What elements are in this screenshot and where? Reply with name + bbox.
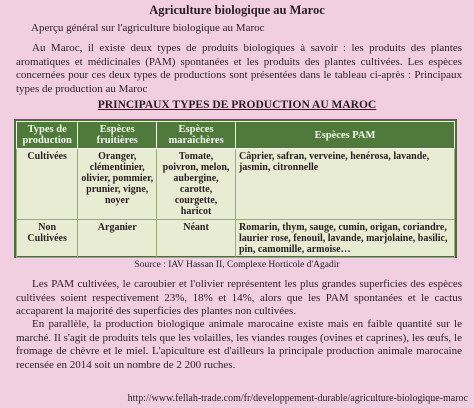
- table-source: Source : IAV Hassan II, Complexe Horticole d'Agadir: [134, 260, 340, 270]
- header-pam: Espèces PAM: [235, 122, 454, 149]
- subtitle: Aperçu général sur l'agriculture biologique au Maroc: [31, 22, 265, 34]
- header-veg: Espèces maraîchères: [157, 122, 236, 149]
- table-row: [17, 149, 455, 220]
- table-title: PRINCIPAUX TYPES DE PRODUCTION AU MAROC: [97, 99, 377, 111]
- cell-fruit: Arganier: [78, 220, 157, 258]
- intro-paragraph: Au Maroc, il existe deux types de produits biologiques à savoir : les produits des plantes aromatiques et médicinales (PAM) spontanées et les produits des plantes cultivées. Les espèces concernées pour ces deux types de productions sont présentées dans le tableau ci-après : Principaux types de production au Maroc: [16, 42, 462, 95]
- cell-type: Cultivées: [17, 149, 78, 220]
- cell-veg: Tomate, poivron, melon, aubergine, carotte, courgette, haricot: [157, 149, 236, 220]
- table-row: [17, 220, 455, 258]
- page-title: Agriculture biologique au Maroc: [149, 3, 325, 17]
- paragraph-3: En parallèle, la production biologique animale marocaine existe mais en faible quantité sur le marché. Il s'agit de produits tels que les volailles, les viandes rouges (ovines et caprines), les œufs, le fromage de chèvre et le miel. L'apiculture est d'ailleurs la principale production animale marocaine recensée en 2014 soit un nombre de 2 200 ruches.: [16, 318, 462, 371]
- header-type: Types de production: [17, 122, 78, 149]
- paragraph-2: Les PAM cultivées, le caroubier et l'olivier représentent les plus grandes superficies des espèces cultivées soient respectivement 23%, 18% et 14%, alors que les PAM spontanées et le cactus accaparent la majorité des superficies des plantes non cultivées.: [16, 278, 462, 317]
- cell-type: Non Cultivées: [17, 220, 78, 258]
- cell-pam: Câprier, safran, verveine, henérosa, lavande, jasmin, citronnelle: [235, 149, 454, 220]
- production-table: [14, 119, 457, 258]
- source-url: http://www.fellah-trade.com/fr/developpement-durable/agriculture-biologique-maroc: [127, 393, 468, 404]
- header-fruit: Espèces fruitières: [78, 122, 157, 149]
- cell-pam: Romarin, thym, sauge, cumin, origan, coriandre, laurier rose, fenouil, lavande, marjolaine, basilic, pin, camomille, armoise…: [235, 220, 454, 258]
- cell-fruit: Oranger, clémentinier, olivier, pommier, prunier, vigne, noyer: [78, 149, 157, 220]
- cell-veg: Néant: [157, 220, 236, 258]
